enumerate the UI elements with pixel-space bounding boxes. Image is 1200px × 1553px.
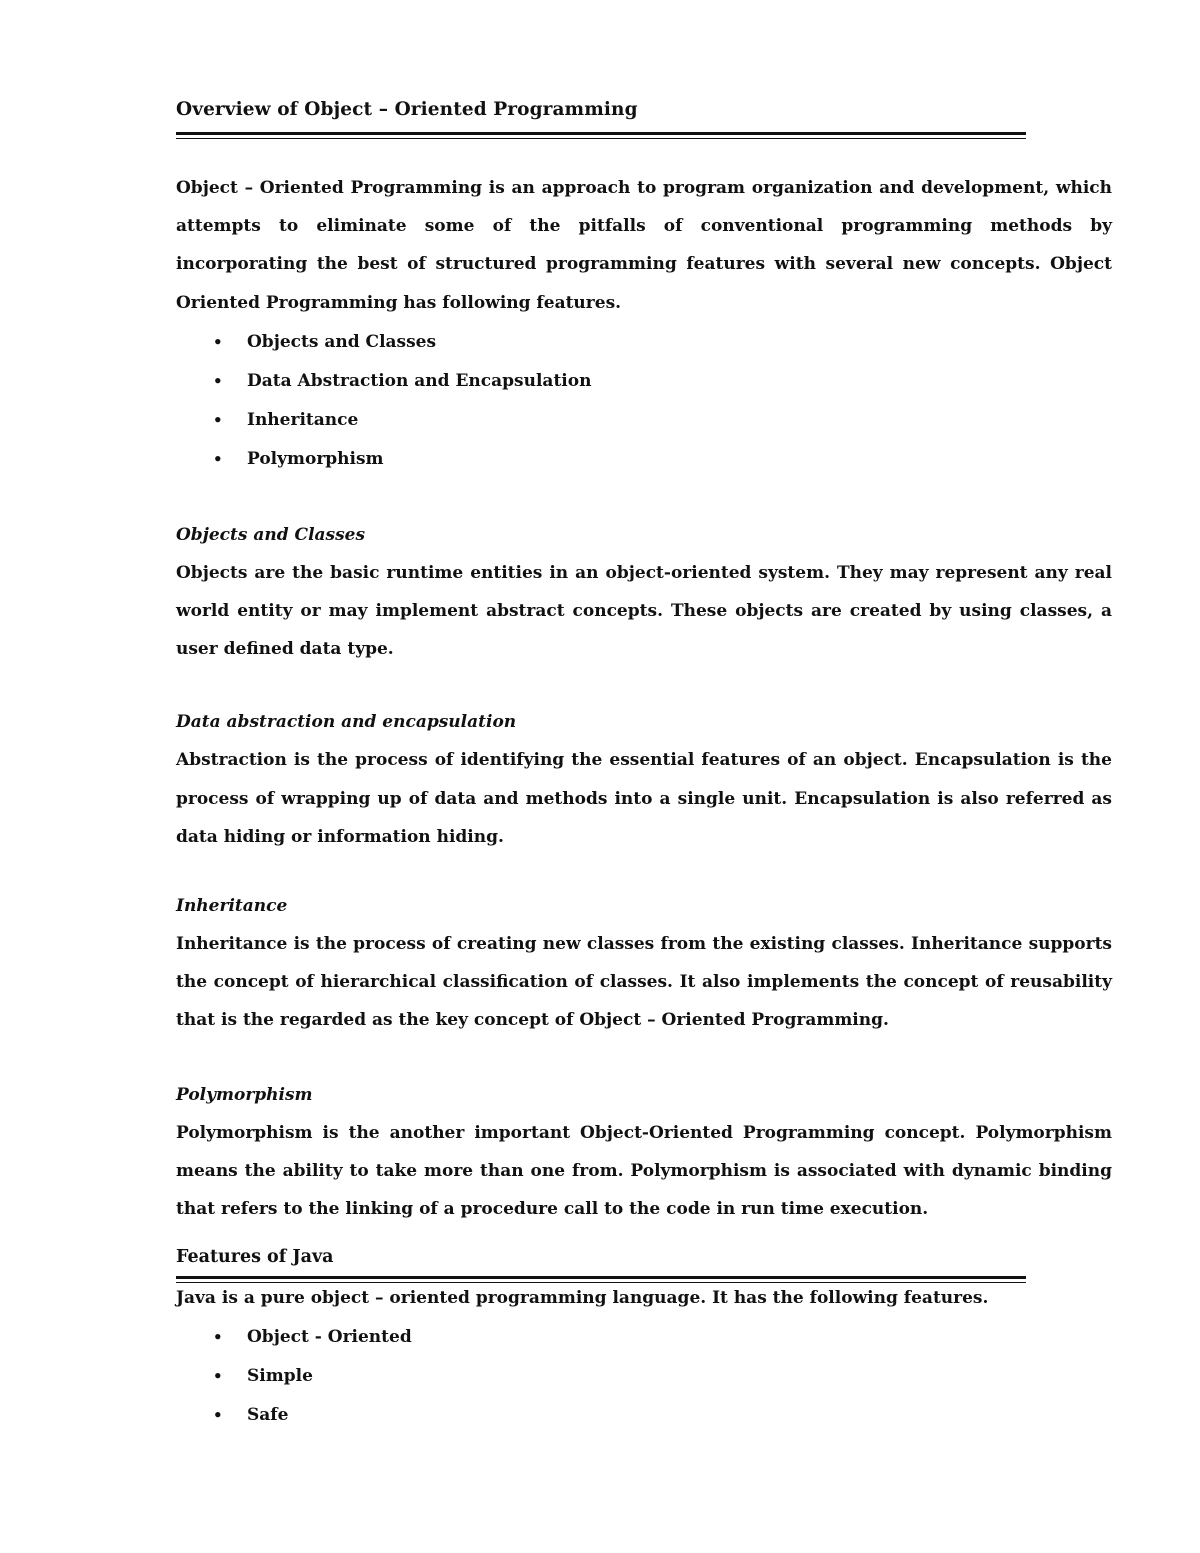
- list-item: [213, 362, 1112, 401]
- list-item-label: Safe: [247, 1405, 289, 1426]
- section-body-polymorphism: Polymorphism is the another important Object-Oriented Programming concept. Polymorphism means the ability to take more than one from. Polymorphism is associated with dynamic binding that refers to the linking of a procedure call to the code in run time execution.: [176, 1122, 1112, 1220]
- list-item: [213, 1357, 1112, 1396]
- list-item: [213, 401, 1112, 440]
- bullet-icon: •: [213, 371, 223, 390]
- bullet-icon: •: [213, 332, 223, 351]
- java-features-title: Features of Java: [176, 1247, 334, 1268]
- list-item: [213, 1396, 1112, 1435]
- page-title: Overview of Object – Oriented Programming: [176, 99, 638, 120]
- java-features-list: [176, 1318, 1112, 1435]
- java-intro-paragraph: Java is a pure object – oriented programming language. It has the following features.: [176, 1288, 989, 1309]
- list-item-label: Inheritance: [247, 409, 359, 430]
- section-heading-inheritance: Inheritance: [176, 896, 288, 917]
- list-item-label: Data Abstraction and Encapsulation: [247, 370, 592, 391]
- oop-features-list: [176, 323, 1112, 479]
- bullet-icon: •: [213, 449, 223, 468]
- section-body-objects-classes: Objects are the basic runtime entities in an object-oriented system. They may represent any real world entity or may implement abstract concepts. These objects are created by using classes, a user defined data type.: [176, 562, 1112, 660]
- list-item-label: Objects and Classes: [247, 331, 437, 352]
- title-double-rule: [176, 132, 1026, 139]
- section-body-data-abstraction: Abstraction is the process of identifying the essential features of an object. Encapsulation is the process of wrapping up of data and methods into a single unit. Encapsulation is also referred as data hiding or information hiding.: [176, 750, 1112, 847]
- list-item-label: Object - Oriented: [247, 1327, 412, 1348]
- intro-paragraph: Object – Oriented Programming is an approach to program organization and development, which attempts to eliminate some of the pitfalls of conventional programming methods by incorporating the best of structured programming features with several new concepts. Object Oriented Programming has following features.: [176, 178, 1112, 313]
- list-item: [213, 1318, 1112, 1357]
- list-item-label: Polymorphism: [247, 448, 384, 469]
- java-title-double-rule: [176, 1276, 1026, 1283]
- section-heading-data-abstraction: Data abstraction and encapsulation: [176, 712, 517, 733]
- section-heading-objects-classes: Objects and Classes: [176, 524, 366, 545]
- bullet-icon: •: [213, 1328, 223, 1347]
- list-item-label: Simple: [247, 1366, 313, 1387]
- bullet-icon: •: [213, 1406, 223, 1425]
- section-heading-polymorphism: Polymorphism: [176, 1084, 313, 1105]
- bullet-icon: •: [213, 1367, 223, 1386]
- list-item: [213, 323, 1112, 362]
- section-body-inheritance: Inheritance is the process of creating new classes from the existing classes. Inheritance supports the concept of hierarchical classification of classes. It also implements the concept of reusability that is the regarded as the key concept of Object – Oriented Programming.: [176, 934, 1112, 1031]
- bullet-icon: •: [213, 410, 223, 429]
- document-page: [176, 96, 1112, 1435]
- list-item: [213, 440, 1112, 479]
